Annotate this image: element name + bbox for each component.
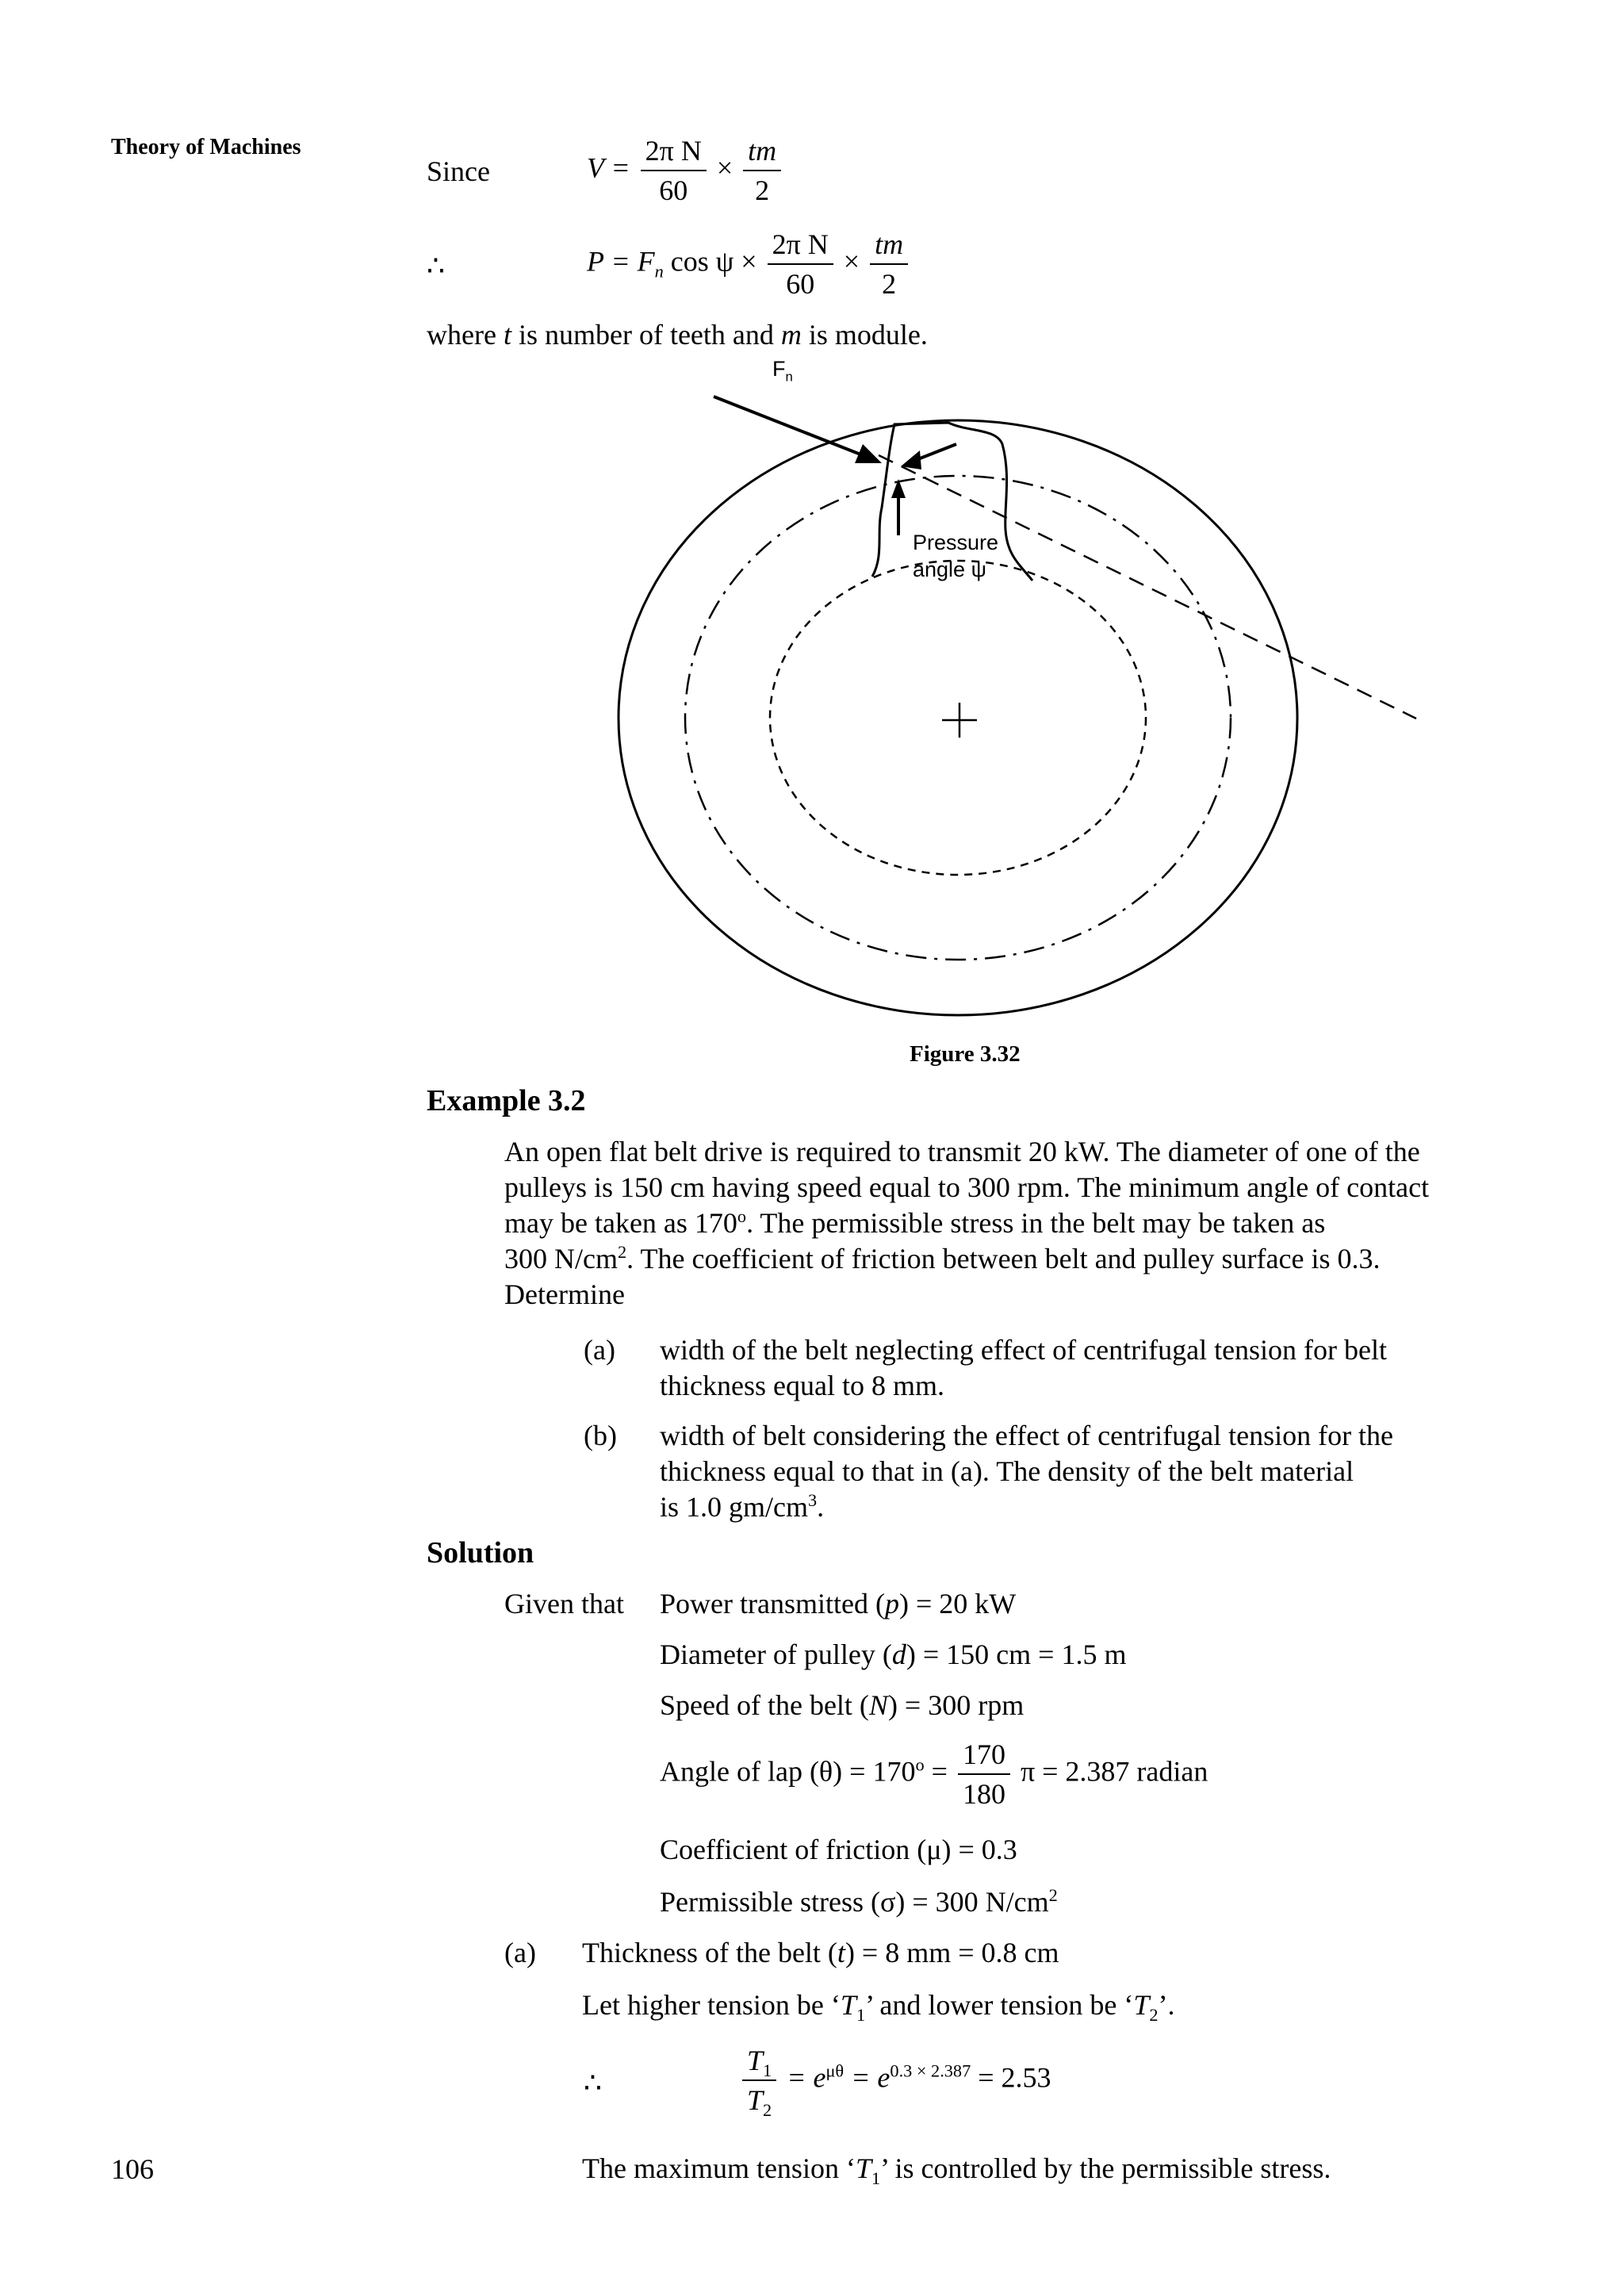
normal-force-arrow xyxy=(714,397,871,458)
since-label: Since xyxy=(427,155,490,187)
max-tension-line: The maximum tension ‘$T_1$’ is controlled by the permissible stress. xyxy=(582,2152,1331,2189)
given-friction: Coefficient of friction (μ) = 0.3 xyxy=(660,1834,1017,1865)
ratio-therefore: ∴ xyxy=(584,2067,602,2099)
item-a-text: width of the belt neglecting effect of centrifugal tension for belt thickness equal to 8 mm. xyxy=(660,1334,1388,1401)
given-speed: Speed of the belt (N) = 300 rpm xyxy=(660,1689,1025,1721)
thickness-line: Thickness of the belt (t) = 8 mm = 0.8 cm xyxy=(582,1937,1059,1968)
given-label: Given that xyxy=(504,1588,624,1619)
running-header: Theory of Machines xyxy=(111,135,301,159)
solution-heading: Solution xyxy=(427,1536,534,1570)
therefore-symbol: ∴ xyxy=(427,250,445,282)
tension-definition: Let higher tension be ‘$T_1$’ and lower tension be ‘$T_2$’. xyxy=(582,1989,1175,2026)
gear-tooth-figure xyxy=(0,0,1624,1094)
page-number: 106 xyxy=(111,2153,154,2185)
example-paragraph: An open flat belt drive is required to transmit 20 kW. The diameter of one of the pulleys is 150 cm having speed equal to 300 rpm. The minimum angle of contact may be taken as 170$^o$. The permissible stress in the belt may be taken as 300 $N/cm^2$. The coefficient of friction between belt and pulley surface is 0.3. Determine xyxy=(504,1136,1430,1310)
fn-label: $F_n$ xyxy=(772,357,793,385)
given-angle-of-lap: Angle of lap $(\theta) = 170^o$ = $\frac{170}{180}$ π = 2.387 radian xyxy=(660,1738,1208,1810)
item-b-text: width of belt considering the effect of centrifugal tension for the thickness equal to that in (a). The density of the belt material is 1.0 $gm/cm^3$. xyxy=(660,1420,1394,1523)
outer-circle xyxy=(619,420,1297,1015)
given-power: Power transmitted (p) = 20 kW xyxy=(660,1588,1017,1619)
line-of-action xyxy=(879,455,1416,719)
angle-label: angle ψ xyxy=(913,558,986,581)
item-b-label: (b) xyxy=(584,1420,617,1451)
item-a-label: (a) xyxy=(584,1334,615,1366)
base-circle xyxy=(770,561,1146,875)
where-clause: where t is number of teeth and m is module. xyxy=(427,319,928,351)
example-heading: Example 3.2 xyxy=(427,1084,586,1117)
given-diameter: Diameter of pulley (d) = 150 cm = 1.5 m xyxy=(660,1639,1127,1670)
power-equation: $P = F_n$ cos ψ × $\frac{\text{2π N}}{60}$ × $\frac{tm}{2}$ xyxy=(587,227,911,301)
velocity-equation: V = $\frac{\text{2π N}}{60}$ × $\frac{tm}{2}$ xyxy=(587,133,784,208)
figure-caption: Figure 3.32 xyxy=(910,1041,1021,1067)
given-stress: Permissible stress (σ) = 300 $N/cm^2$ xyxy=(660,1885,1058,1918)
part-a-label: (a) xyxy=(504,1937,536,1968)
pressure-label: Pressure xyxy=(913,531,999,554)
tension-ratio-equation: $\frac{T_1}{T_2}$ = $e^{\mu\theta} = e^{0.3 \times 2.387} = 2.53$ xyxy=(739,2043,1051,2118)
